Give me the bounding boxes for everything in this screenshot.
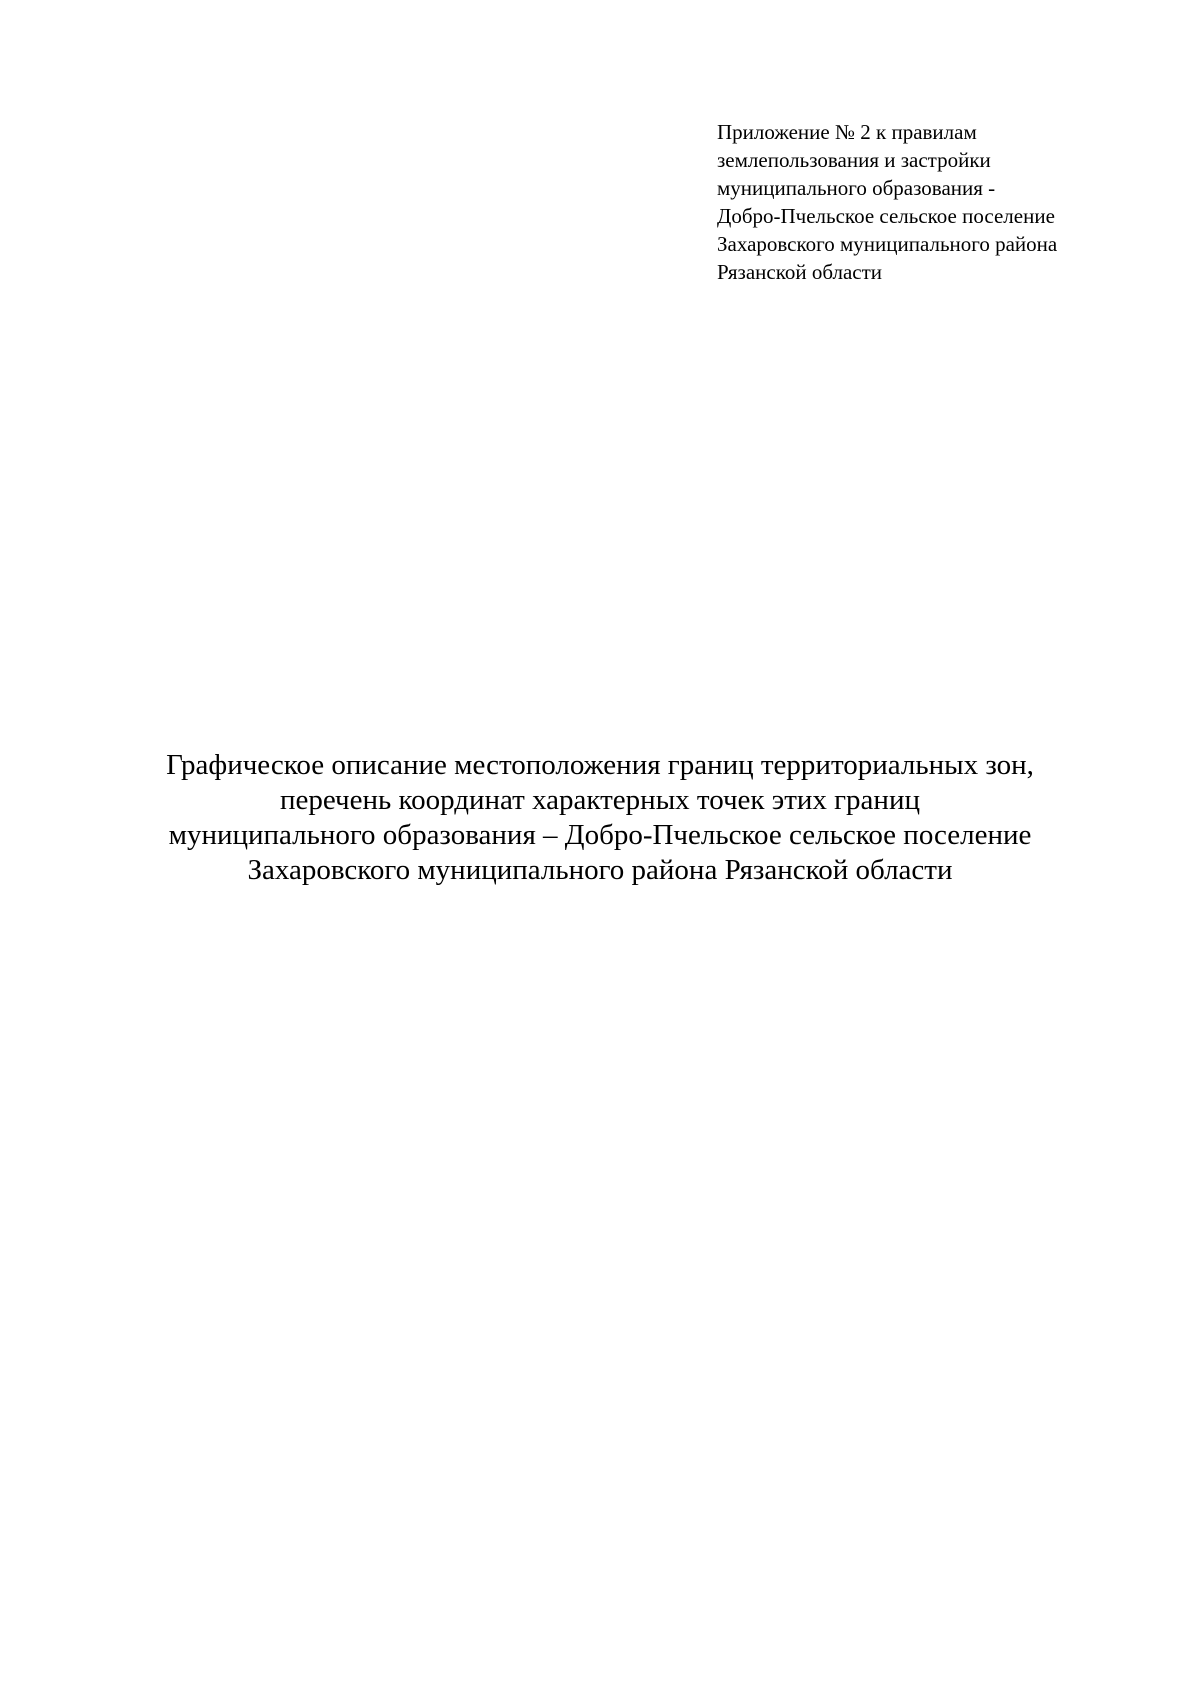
title-line: перечень координат характерных точек этих границ	[280, 784, 920, 816]
document-title	[100, 748, 1100, 888]
appendix-line: землепользования и застройки	[717, 148, 991, 172]
appendix-line: Рязанской области	[717, 260, 883, 284]
title-line: Графическое описание местоположения границ территориальных зон,	[166, 749, 1034, 781]
title-line: Захаровского муниципального района Рязанской области	[247, 854, 953, 886]
appendix-line: Захаровского муниципального района	[717, 232, 1058, 256]
appendix-reference	[717, 118, 1157, 286]
appendix-line: Приложение № 2 к правилам	[717, 120, 977, 144]
appendix-line: Добро-Пчельское сельское поселение	[717, 204, 1055, 228]
appendix-line: муниципального образования -	[717, 176, 996, 200]
title-line: муниципального образования – Добро-Пчельское сельское поселение	[168, 819, 1032, 851]
